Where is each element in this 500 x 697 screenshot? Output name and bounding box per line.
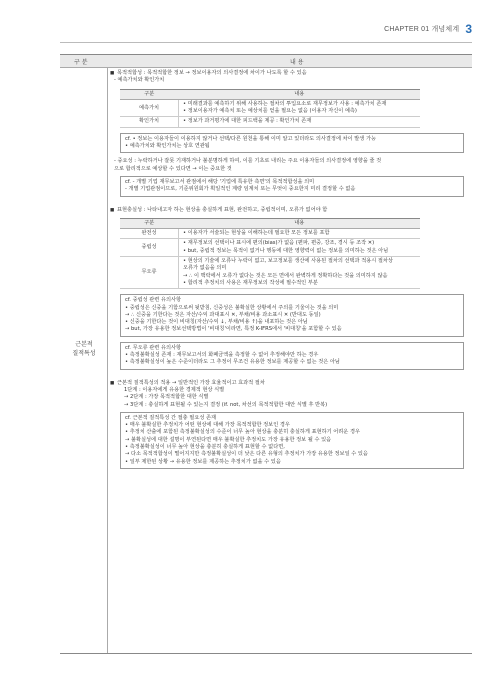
cf-line: cf. 무오류 관련 유의사항: [125, 344, 181, 351]
row-line: • but, 중립적 정보는 목적이 없거나 행동에 대한 영향력이 없는 정보를 의미하는 것은 아님: [183, 247, 389, 254]
row-line: → ∴ 이 맥락에서 오류가 없다는 것은 모든 면에서 완벽하게 정확하다는 것을 의미하지 않음: [183, 272, 388, 279]
materiality-line: - 중요성 : 누락하거나 잘못 기재하거나 불분명하게 하여, 이를 기초로 내리는 주요 이용자들의 의사결정에 영향을 줄 것: [114, 158, 382, 165]
column-header-left: 구 분: [74, 59, 88, 66]
cf-line: cf. 근본적 질적특성 간 절충 필요성 존재: [125, 414, 217, 421]
row-name: 확인가치: [120, 117, 179, 127]
row-line: • 현상의 기술에 오류나 누락이 없고, 보고정보를 생산에 사용된 절차의 선택과 적용시 절차상: [183, 258, 393, 265]
cf-line: cf. 중립성 관련 유의사항: [125, 297, 181, 304]
row-content: [179, 257, 421, 289]
relevance-sub: - 예측가치와 확인가치: [114, 77, 165, 84]
application-step: 1단계 : 이용자에게 유용한 경제적 현상 식별: [124, 386, 225, 393]
relevance-table: [120, 89, 420, 128]
cf-line: cf. • 정보는 이용자들이 이용하지 않거나 선택/다른 원천을 통해 이미 알고 있더라도 의사결정에 차이 발생 가능: [125, 135, 376, 142]
footer-rule: [60, 653, 472, 654]
page-number: 3: [465, 22, 472, 36]
table-row: [120, 99, 420, 117]
table-row: [120, 229, 420, 239]
row-content: [179, 239, 421, 257]
error-free-cf-box: [120, 342, 464, 370]
row-line: • 재무정보의 선택이나 표시에 편의(bias)가 없음 (편파, 편중, 강조, 경시 등 조작 ✕): [183, 240, 375, 247]
chapter-title: CHAPTER 01 개념체계: [384, 26, 460, 33]
cf-line: → 불확실성에 대한 설명이 부연된다면 매우 불확실한 추정치도 가장 유용한 정보 될 수 있음: [125, 436, 332, 443]
table-header: 구분: [120, 89, 179, 99]
row-line: • 미래결과를 예측하기 위해 사용하는 절차의 투입요소로 재무정보가 사용 : 예측가치 존재: [183, 100, 387, 107]
table-header: 내용: [179, 218, 421, 228]
cf-line: → but, 가장 유용한 정보선택방법이 '비대칭'이라면, 특정 K-IFRS에서 '비대칭'을 포함할 수 있음: [125, 326, 342, 333]
application-step: → 2단계 : 가장 목적적합한 대한 식별: [124, 394, 209, 401]
row-line: • 합리적 추정치의 사용은 재무정보의 작성에 필수적인 부분: [183, 279, 318, 286]
relevance-cf-box: [120, 133, 464, 154]
cf-line: → 다소 목적적합성이 떨어지지만 측정불확실성이 더 낮은 다른 유형의 추정치가 가장 유용한 정보일 수 있음: [125, 451, 368, 458]
cf-line: • 신중을 기한다는 것이 비대칭(자산/수익 ↓, 부채/비용 ↑)을 내포하는 것은 아님: [125, 319, 308, 326]
row-name: 중립성: [120, 239, 179, 257]
application-title: ■ 근본적 질적특성의 적용 → 일반적인 가장 효율적이고 효과적 절차: [110, 380, 468, 387]
faithful-title: ■ 표현충실성 : 나타내고자 하는 현상을 충실하게 표현, 완전하고, 중립적이며, 오류가 없어야 함: [110, 207, 468, 214]
cf-line: • 일부 제한된 상황 → 유용한 정보를 제공하는 추정치가 없을 수 있음: [125, 458, 281, 465]
table-row: [120, 239, 420, 257]
left-label-line: 근본적: [75, 341, 93, 348]
application-step: → 3단계 : 충실하게 표현될 수 있는지 결정 (if. not, 차선의 목적적합한 대안 식별 후 반복): [124, 401, 328, 408]
row-line: 오류가 없음을 의미: [183, 265, 227, 272]
cf-line: cf. - 개별 기업 재무보고서 관점에서 해당 '기업에 특유한 측면'의 목적적합성을 의미: [125, 178, 315, 185]
row-name: 완전성: [120, 229, 179, 239]
cf-line: - 개별 기업관점이므로, 기준위원회가 획일적인 계량 임계치 또는 무엇이 중요한지 미리 결정할 수 없음: [125, 186, 356, 193]
materiality-line: 으로 합리적으로 예상할 수 있다면 → 이는 중요한 것: [114, 165, 232, 172]
row-name: 무오류: [120, 257, 179, 289]
left-label-line: 질적특성: [72, 350, 96, 357]
table-header: 내용: [179, 89, 421, 99]
row-line: • 이용자가 서술되는 현상을 이해하는데 필요한 모든 정보를 포함: [183, 230, 330, 237]
table-row: [120, 117, 420, 127]
cf-line: • 측정불확실성이 높은 수준이더라도 그 추정이 무조건 유용한 정보를 제공할 수 없는 것은 아님: [125, 359, 340, 366]
row-content: [179, 229, 421, 239]
cf-line: • 예측가치와 확인가치는 상호 연관됨: [125, 143, 210, 150]
column-header: [60, 54, 472, 68]
header-rule: [60, 42, 472, 43]
content-area: [110, 70, 468, 474]
table-row: [120, 257, 420, 289]
row-line: • 정보가 과거평가에 대한 피드백을 제공 : 확인가치 존재: [183, 118, 312, 125]
materiality-cf-box: [120, 176, 464, 197]
cf-line: • 매우 불확실한 추정치가 어떤 현상에 대해 가장 목적적합한 정보인 경우: [125, 422, 290, 429]
row-content: [179, 117, 421, 127]
cf-line: • 측정불확실성이 너무 높아 현상을 충분히 충실하게 표현할 수 없다면,: [125, 443, 285, 450]
tradeoff-cf-box: [120, 412, 464, 469]
faithful-table: [120, 218, 420, 289]
row-line: • 정보이용자가 예측치 또는 예상치를 얻을 필요는 없음 (이용자 자신이 예측): [183, 108, 357, 115]
cf-line: • 측정불확실성 존재 : 재무보고서의 화폐금액을 측정할 수 없어 추정해야만 하는 경우: [125, 352, 319, 359]
page-header: [384, 22, 472, 36]
relevance-title: ■ 목적적합성 : 목적적합한 정보 → 정보이용자의 의사결정에 차이가 나도록 할 수 있음: [110, 70, 468, 77]
column-header-right: 내 용: [290, 59, 304, 66]
left-column: [60, 67, 108, 653]
cf-line: → ∴ 신중을 기한다는 것은 자산/수익 과대표시 ✕, 부채/비용 과소표시 ✕ (반대도 동일): [125, 311, 321, 318]
left-column-label: [62, 340, 106, 358]
neutrality-cf-box: [120, 294, 464, 336]
row-content: [179, 99, 421, 117]
table-header: 구분: [120, 218, 179, 228]
cf-line: • 추정치 산출에 포함된 측정불확실성의 수준이 너무 높아 현상을 충분히 충실하게 표현하기 어려운 경우: [125, 429, 360, 436]
cf-line: • 중립성은 신중을 기함으로써 뒷받침, 신중성은 불확실한 상황에서 주의를 기울이는 것을 의미: [125, 304, 339, 311]
row-name: 예측가치: [120, 99, 179, 117]
